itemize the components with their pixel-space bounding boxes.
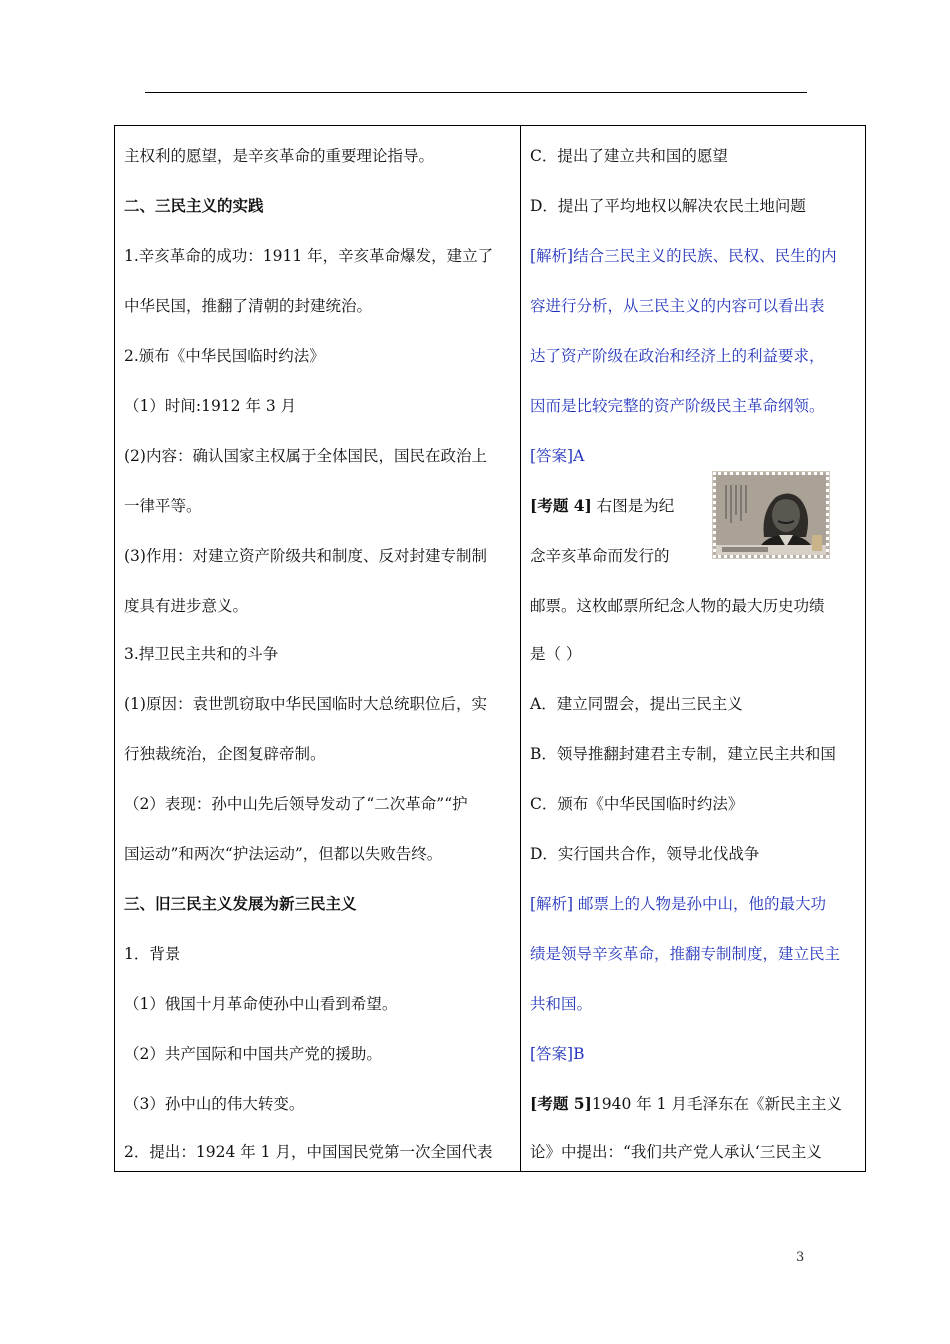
analysis-line: 达了资产阶级在政治和经济上的利益要求， (530, 347, 825, 365)
text-line: 邮票。这枚邮票所纪念人物的最大历史功绩 (530, 597, 825, 615)
text-line: 2．提出：1924 年 1 月，中国国民党第一次全国代表 (124, 1143, 493, 1161)
answer-line: [答案]A (530, 447, 585, 465)
section-heading: 二、三民主义的实践 (124, 196, 264, 215)
option-line: A．建立同盟会，提出三民主义 (530, 695, 743, 713)
text-line: 国运动”和两次“护法运动”，但都以失败告终。 (124, 845, 443, 863)
text-line: (2)内容：确认国家主权属于全体国民，国民在政治上 (124, 447, 487, 465)
column-divider (520, 126, 521, 1171)
text-line: 2.颁布《中华民国临时约法》 (124, 347, 325, 365)
text-line: （3）孙中山的伟大转变。 (124, 1095, 305, 1113)
text-line: 论》中提出：“我们共产党人承认‘三民主义 (530, 1143, 822, 1161)
analysis-line: 共和国。 (530, 995, 593, 1013)
text-line: 1.辛亥革命的成功：1911 年，辛亥革命爆发，建立了 (124, 247, 494, 265)
question-5-text: 1940 年 1 月毛泽东在《新民主主义 (591, 1095, 842, 1113)
text-line: 度具有进步意义。 (124, 597, 249, 615)
text-line: （1）时间:1912 年 3 月 (124, 397, 297, 415)
text-line: (3)作用：对建立资产阶级共和制度、反对封建专制制 (124, 547, 487, 565)
sun-yat-sen-stamp-image (713, 472, 829, 558)
option-line: D．实行国共合作，领导北伐战争 (530, 845, 760, 863)
text-line: （2）共产国际和中国共产党的援助。 (124, 1045, 382, 1063)
question-5-label: [考题 5] (530, 1094, 592, 1113)
page-number: 3 (796, 1250, 805, 1265)
text-line: 念辛亥革命而发行的 (530, 547, 670, 565)
text-line: 行独裁统治，企图复辟帝制。 (124, 745, 326, 763)
header-rule (145, 92, 807, 93)
text-line: 3.捍卫民主共和的斗争 (124, 645, 279, 663)
text-line: 中华民国，推翻了清朝的封建统治。 (124, 297, 373, 315)
content-table (114, 125, 866, 1172)
text-line: （2）表现：孙中山先后领导发动了“二次革命”“护 (124, 795, 468, 813)
analysis-line: 绩是领导辛亥革命，推翻专制制度，建立民主 (530, 945, 841, 963)
text-line: (1)原因：袁世凯窃取中华民国临时大总统职位后，实 (124, 695, 487, 713)
text-line: 主权利的愿望，是辛亥革命的重要理论指导。 (124, 147, 435, 165)
analysis-line: 因而是比较完整的资产阶级民主革命纲领。 (530, 397, 825, 415)
text-line: 一律平等。 (124, 497, 202, 515)
analysis-line: [解析] 邮票上的人物是孙中山，他的最大功 (530, 895, 827, 913)
answer-line: [答案]B (530, 1045, 585, 1063)
question-4-line (530, 496, 674, 516)
analysis-line: 容进行分析，从三民主义的内容可以看出表 (530, 297, 825, 315)
question-4-text: 右图是为纪 (596, 497, 675, 515)
option-line: C．提出了建立共和国的愿望 (530, 147, 728, 165)
text-line: 1．背景 (124, 945, 181, 963)
option-line: C．颁布《中华民国临时约法》 (530, 795, 744, 813)
section-heading: 三、旧三民主义发展为新三民主义 (124, 894, 357, 913)
question-4-label: [考题 4] (530, 496, 592, 515)
text-line: 是（ ） (530, 645, 582, 663)
text-line: （1）俄国十月革命使孙中山看到希望。 (124, 995, 398, 1013)
question-5-line (530, 1094, 842, 1114)
analysis-line: [解析]结合三民主义的民族、民权、民生的内 (530, 247, 837, 265)
option-line: B．领导推翻封建君主专制，建立民主共和国 (530, 745, 836, 763)
option-line: D．提出了平均地权以解决农民土地问题 (530, 197, 806, 215)
